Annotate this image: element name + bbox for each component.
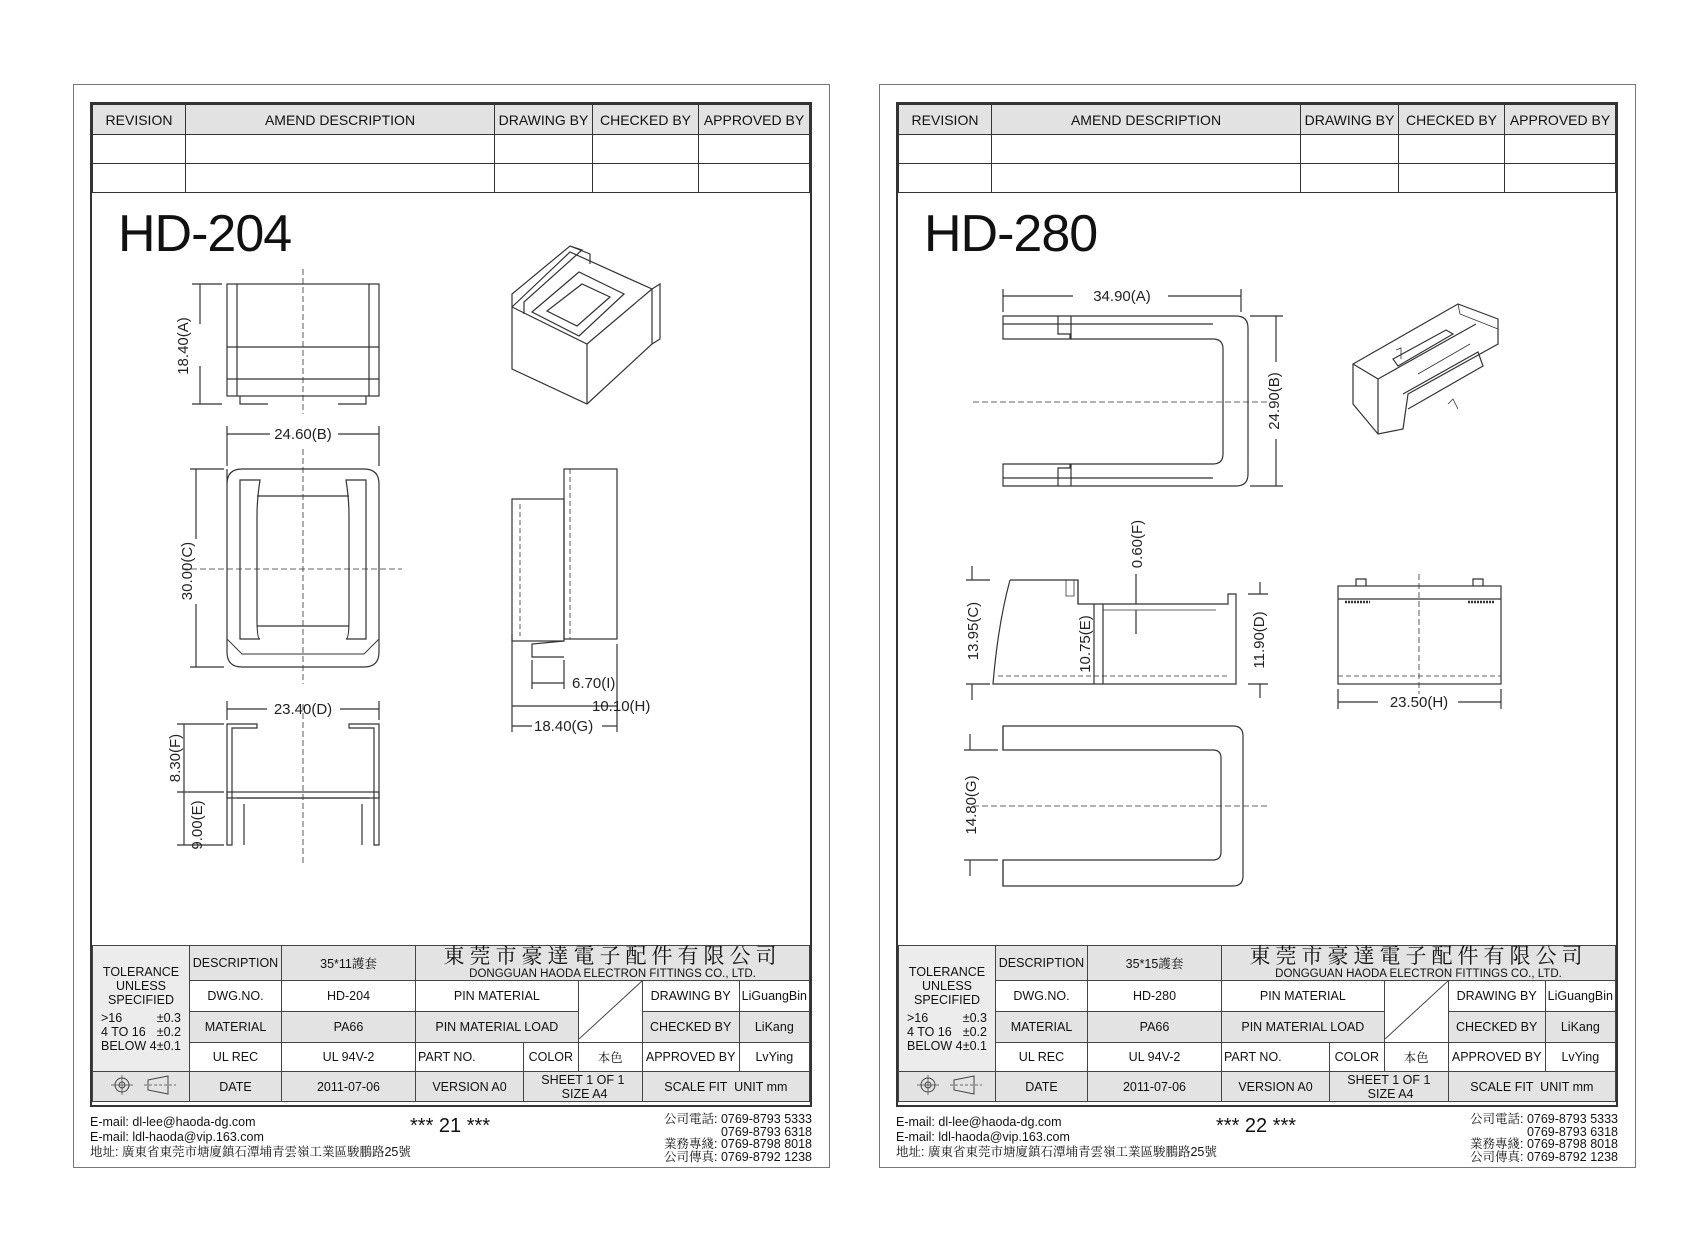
sheet-info: SHEET 1 OF 1 SIZE A4: [524, 1072, 643, 1102]
drawing-by-header: DRAWING BY: [1301, 105, 1399, 135]
dim-d-label: 11.90(D): [1251, 611, 1268, 669]
approved-by-header: APPROVED BY: [699, 105, 810, 135]
dwg-value: HD-204: [282, 981, 416, 1012]
drawing-sheet-hd204: [73, 84, 830, 1168]
model-number: HD-280: [924, 205, 1098, 263]
projection-symbol: [93, 1072, 190, 1102]
color-label: COLOR: [1330, 1043, 1385, 1072]
material-value: PA66: [282, 1012, 416, 1043]
color-label: COLOR: [524, 1043, 579, 1072]
projection-symbol: [899, 1072, 996, 1102]
email-1: E-mail: dl-lee@haoda-dg.com: [90, 1115, 256, 1129]
pin-material-load-label: PIN MATERIAL LOAD: [416, 1012, 579, 1043]
description-value: 35*15護套: [1088, 946, 1222, 981]
dwg-label: DWG.NO.: [190, 981, 282, 1012]
dim-g-label: 14.80(G): [963, 775, 980, 835]
revision-header: REVISION: [899, 105, 992, 135]
footer: [90, 1113, 812, 1163]
page-number: *** 21 ***: [410, 1115, 491, 1137]
checked-by-label: CHECKED BY: [1448, 1012, 1545, 1043]
material-label: MATERIAL: [190, 1012, 282, 1043]
dwg-label: DWG.NO.: [996, 981, 1088, 1012]
front-view: [966, 566, 1268, 700]
dwg-value: HD-280: [1088, 981, 1222, 1012]
dim-a-label: 18.40(A): [175, 317, 192, 375]
revision-header: REVISION: [93, 105, 186, 135]
page-number: *** 22 ***: [1216, 1115, 1297, 1137]
tolerance-cell: TOLERANCE UNLESS SPECIFIED >16 ±0.3 4 TO 16 ±0.2 BELOW 4 ±0.1: [93, 946, 190, 1072]
contact-left: [90, 1115, 411, 1160]
ul-value: UL 94V-2: [282, 1043, 416, 1072]
dim-d-label: 23.40(D): [273, 701, 333, 718]
dim-b-label: 24.60(B): [274, 426, 332, 443]
dim-c-label: 13.95(C): [965, 601, 982, 661]
technical-drawing: [92, 104, 810, 944]
approved-by-value: LvYing: [739, 1043, 809, 1072]
drawing-by-value: LiGuangBin: [739, 981, 809, 1012]
ul-label: UL REC: [190, 1043, 282, 1072]
title-block: [898, 945, 1616, 1102]
dim-c-label: 30.00(C): [179, 541, 196, 601]
date-value: 2011-07-06: [282, 1072, 416, 1102]
email-2: E-mail: ldl-haoda@vip.163.com: [896, 1130, 1070, 1144]
dim-i-label: 6.70(I): [572, 675, 616, 692]
version-label: VERSION A0: [1222, 1072, 1330, 1102]
side-view: [512, 469, 617, 732]
material-value: PA66: [1088, 1012, 1222, 1043]
drawing-by-value: LiGuangBin: [1545, 981, 1615, 1012]
version-label: VERSION A0: [416, 1072, 524, 1102]
dim-e-label: 9.00(E): [189, 800, 206, 850]
dim-e-label: 10.75(E): [1077, 615, 1094, 673]
address: 地址: 廣東省東莞市塘廈鎮石潭埔青雲嶺工業區駿鵬路25號: [90, 1145, 411, 1159]
dim-a-label: 34.90(A): [1093, 288, 1151, 305]
approved-by-label: APPROVED BY: [642, 1043, 739, 1072]
dim-h-label: 23.50(H): [1389, 694, 1449, 711]
color-value: 本色: [578, 1043, 642, 1072]
pin-material-label: PIN MATERIAL: [1222, 981, 1385, 1012]
approved-by-header: APPROVED BY: [1505, 105, 1616, 135]
dim-b-label: 24.90(B): [1266, 372, 1283, 430]
description-value: 35*11護套: [282, 946, 416, 981]
technical-drawing: [898, 104, 1616, 944]
date-value: 2011-07-06: [1088, 1072, 1222, 1102]
checked-by-header: CHECKED BY: [1399, 105, 1505, 135]
top-view: [973, 289, 1283, 486]
checked-by-label: CHECKED BY: [642, 1012, 739, 1043]
ul-value: UL 94V-2: [1088, 1043, 1222, 1072]
tolerance-cell: TOLERANCE UNLESS SPECIFIED >16 ±0.3 4 TO 16 ±0.2 BELOW 4 ±0.1: [899, 946, 996, 1072]
sheet-frame: [90, 102, 812, 1107]
scale-unit: SCALE FIT UNIT mm: [1448, 1072, 1615, 1102]
bottom-view: [964, 726, 1268, 886]
sheet-frame: [896, 102, 1618, 1107]
amend-description-header: AMEND DESCRIPTION: [186, 105, 495, 135]
sheet-info: SHEET 1 OF 1 SIZE A4: [1330, 1072, 1449, 1102]
checked-by-value: LiKang: [739, 1012, 809, 1043]
drawing-by-header: DRAWING BY: [495, 105, 593, 135]
ul-label: UL REC: [996, 1043, 1088, 1072]
email-2: E-mail: ldl-haoda@vip.163.com: [90, 1130, 264, 1144]
drawing-by-label: DRAWING BY: [1448, 981, 1545, 1012]
pin-material-diagonal: [1384, 981, 1448, 1043]
isometric-view: [512, 246, 660, 404]
part-no-label: PART NO.: [1222, 1043, 1330, 1072]
contact-right: 公司電話: 0769-8793 5333 0769-8793 6318 業務專綫: 0769-8798 8018 公司傳真: 0769-8792 1238: [1469, 1112, 1618, 1164]
checked-by-header: CHECKED BY: [593, 105, 699, 135]
dim-f-label: 0.60(F): [1129, 519, 1146, 569]
isometric-view: [1353, 304, 1498, 434]
date-label: DATE: [996, 1072, 1088, 1102]
description-label: DESCRIPTION: [996, 946, 1088, 981]
section-view: [177, 701, 379, 864]
pin-material-diagonal: [578, 981, 642, 1043]
dim-h-label: 10.10(H): [592, 698, 651, 715]
drawing-sheet-hd280: [879, 84, 1636, 1168]
amend-description-header: AMEND DESCRIPTION: [992, 105, 1301, 135]
dim-f-label: 8.30(F): [167, 733, 184, 783]
drawing-by-label: DRAWING BY: [642, 981, 739, 1012]
company-name: 東莞市豪達電子配件有限公司 DONGGUAN HAODA ELECTRON FITTINGS CO., LTD.: [1222, 946, 1616, 981]
side-view: [1338, 574, 1501, 709]
model-number: HD-204: [118, 205, 292, 263]
front-view: [182, 426, 402, 684]
scale-unit: SCALE FIT UNIT mm: [642, 1072, 809, 1102]
title-block: [92, 945, 810, 1102]
email-1: E-mail: dl-lee@haoda-dg.com: [896, 1115, 1062, 1129]
approved-by-value: LvYing: [1545, 1043, 1615, 1072]
part-no-label: PART NO.: [416, 1043, 524, 1072]
contact-right: 公司電話: 0769-8793 5333 0769-8793 6318 業務專綫: 0769-8798 8018 公司傳真: 0769-8792 1238: [663, 1112, 812, 1164]
checked-by-value: LiKang: [1545, 1012, 1615, 1043]
pin-material-load-label: PIN MATERIAL LOAD: [1222, 1012, 1385, 1043]
dim-g-label: 18.40(G): [534, 718, 594, 735]
pin-material-label: PIN MATERIAL: [416, 981, 579, 1012]
footer: [896, 1113, 1618, 1163]
company-name: 東莞市豪達電子配件有限公司 DONGGUAN HAODA ELECTRON FITTINGS CO., LTD.: [416, 946, 810, 981]
address: 地址: 廣東省東莞市塘廈鎮石潭埔青雲嶺工業區駿鵬路25號: [896, 1145, 1217, 1159]
date-label: DATE: [190, 1072, 282, 1102]
contact-left: [896, 1115, 1217, 1160]
material-label: MATERIAL: [996, 1012, 1088, 1043]
description-label: DESCRIPTION: [190, 946, 282, 981]
top-view: [192, 269, 379, 414]
approved-by-label: APPROVED BY: [1448, 1043, 1545, 1072]
color-value: 本色: [1384, 1043, 1448, 1072]
